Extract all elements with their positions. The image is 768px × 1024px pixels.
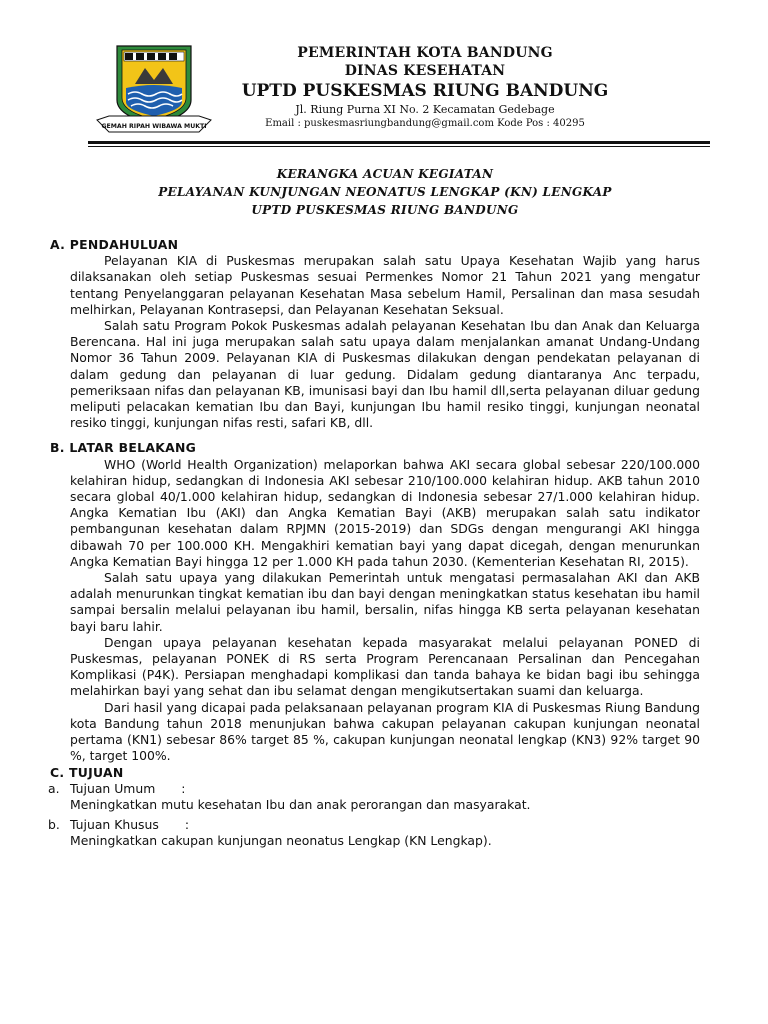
letterhead-address: Jl. Riung Purna XI No. 2 Kecamatan Gedebage xyxy=(295,103,555,116)
objective-specific xyxy=(48,817,700,833)
section-a-heading: A. PENDAHULUAN xyxy=(50,237,179,252)
title-line-3: UPTD PUSKESMAS RIUNG BANDUNG xyxy=(251,203,519,217)
section-b-paragraph-1: WHO (World Health Organization) melaporkan bahwa AKI secara global sebesar 220/100.000 kelahiran hidup, sedangkan di Indonesia AKI sebesar 210/100.000 kelahiran hidup. AKB tahun 2010 secara global 40/1.000 kelahiran hidup, sedangkan di Indonesia sebesar 27/1.000 kelahiran hidup. Angka Kematian Ibu (AKI) dan Angka Kematian Bayi (AKB) merupakan salah satu indikator pembangunan kesehatan dalam RPJMN (2015-2019) dan SDGs dengan mengurangi AKI hingga dibawah 70 per 100.000 KH. Mengakhiri kematian bayi yang dapat dicegah, dengan menurunkan Angka Kematian Bayi hingga 12 per 1.000 KH pada tahun 2030. (Kementerian Kesehatan RI, 2015). xyxy=(70,456,700,569)
letterhead-government: PEMERINTAH KOTA BANDUNG xyxy=(297,45,553,61)
section-b-heading: B. LATAR BELAKANG xyxy=(50,440,197,456)
section-b-paragraph-4: Dari hasil yang dicapai pada pelaksanaan pelayanan program KIA di Puskesmas Riung Bandung kota Bandung tahun 2018 menunjukan bahwa cakupan pelayanan cakupan kunjungan neonatal pertama (KN1) sebesar 86% target 85 %, cakupan kunjungan neonatal lengkap (KN3) 92% target 90 %, target 100%. xyxy=(70,699,700,764)
letterhead-thick-rule xyxy=(88,141,710,144)
section-a-paragraph-1: Pelayanan KIA di Puskesmas merupakan salah satu Upaya Kesehatan Wajib yang harus dilaksanakan oleh setiap Puskesmas sesuai Permenkes Nomor 21 Tahun 2021 yang mengatur tentang Penyelanggaran pelayanan Kesehatan Masa sebelum Hamil, Persalinan dan masa sesudah melhirkan, Pelayanan Kontrasepsi, dan Pelayanan Kesehatan Seksual. xyxy=(70,253,700,317)
objective-specific-colon: : xyxy=(184,817,190,833)
section-b-paragraph-3: Dengan upaya pelayanan kesehatan kepada masyarakat melalui pelayanan PONED di Puskesmas, pelayanan PONEK di RS serta Program Perencanaan Persalinan dan Pencegahan Komplikasi (P4K). Persiapan menghadapi komplikasi dan tanda bahaya ke bidan bagi ibu sehingga melahirkan bayi yang sehat dan ibu selamat dengan mengikutsertakan suami dan keluarga. xyxy=(70,634,700,699)
document-body xyxy=(48,237,700,854)
title-line-1: KERANGKA ACUAN KEGIATAN xyxy=(276,167,494,181)
objective-general-label: Tujuan Umum xyxy=(70,780,156,796)
objective-general-colon: : xyxy=(181,780,186,796)
letterhead-contact: Email : puskesmasriungbandung@gmail.com Kode Pos : 40295 xyxy=(265,118,585,129)
logo-motto: GEMAH RIPAH WIBAWA MUKTI xyxy=(101,123,207,130)
objective-general-text: Meningkatkan mutu kesehatan Ibu dan anak perorangan dan masyarakat. xyxy=(70,796,531,812)
section-b-paragraph-2: Salah satu upaya yang dilakukan Pemerintah untuk mengatasi permasalahan AKI dan AKB adalah menurunkan tingkat kematian ibu dan bayi dengan meningkatkan status kesehatan ibu hamil sampai bersalin melalui pelayanan ibu hamil, bersalin, nifas hingga KB serta pelayanan kesehatan bayi baru lahir. xyxy=(70,570,700,634)
title-line-2: PELAYANAN KUNJUNGAN NEONATUS LENGKAP (KN) LENGKAP xyxy=(158,185,612,199)
objective-general-marker: a. xyxy=(48,780,60,796)
letterhead-department: DINAS KESEHATAN xyxy=(344,63,506,79)
objective-specific-label: Tujuan Khusus xyxy=(70,817,159,833)
objective-specific-text: Meningkatkan cakupan kunjungan neonatus Lengkap (KN Lengkap). xyxy=(70,833,492,849)
letterhead xyxy=(215,44,635,131)
objective-general xyxy=(48,780,700,797)
objective-specific-marker: b. xyxy=(48,817,60,833)
city-emblem-logo xyxy=(95,40,213,136)
letterhead-institution: UPTD PUSKESMAS RIUNG BANDUNG xyxy=(241,81,609,101)
document-title xyxy=(60,165,710,219)
letterhead-thin-rule xyxy=(88,146,710,147)
section-a-paragraph-2: Salah satu Program Pokok Puskesmas adalah pelayanan Kesehatan Ibu dan Anak dan Keluarga Berencana. Hal ini juga merupakan salah satu upaya dalam menjalankan amanat Undang-Undang Nomor 36 Tahun 2009. Pelayanan KIA di Puskesmas dilakukan dengan pendekatan pelayanan di dalam gedung dan pelayanan di luar gedung. Didalam gedung diantaranya Anc terpadu, pemeriksaan nifas dan pelayanan KB, imunisasi bayi dan Ibu hamil dll,serta pelayanan diluar gedung meliputi pelacakan kematian Ibu dan Bayi, kunjungan Ibu hamil resiko tinggi, kunjungan neonatal resiko tinggi, kunjungan nifas resti, safari KB, dll. xyxy=(70,318,700,431)
section-c-heading: C. TUJUAN xyxy=(50,764,124,780)
